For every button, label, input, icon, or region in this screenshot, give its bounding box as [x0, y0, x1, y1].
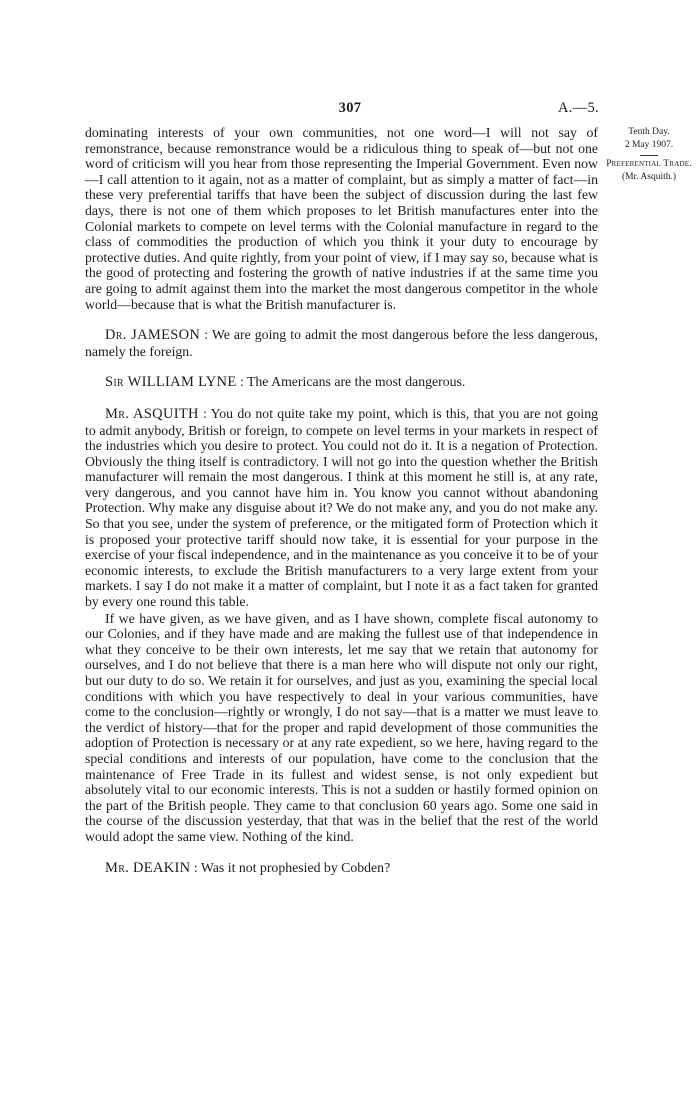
margin-note-topic: Preferential Trade.	[606, 159, 692, 169]
paragraph-text: dominating interests of your own communities, not one word—I will not say of remonstrance, because remonstrance would be a ridiculous thing to speak of—but not one word of criticism will you hear from those representing the Imperial Government. Even now—I call attention to it again, not as a matter of complaint, but as simply a matter of fact—in these very preferential tariffs that have been the subject of discussion during the last few days, there is not one of them which proposes to let British manufactures enter into the Colonial markets to compete on level terms with the Colonial manufacture in regard to the class of commodities the production of which you think it your duty to encourage by protective duties. And quite rightly, from your point of view, if I may say so, because what is the good of protecting and fostering the growth of native industries if at the same time you are going to admit against them into the market the most dangerous competitor in the whole world—because that is what the British manufacturer is.	[85, 125, 598, 312]
paragraph-text: : Was it not prophesied by Cobden?	[193, 859, 391, 875]
speaker-name: Sir WILLIAM LYNE	[105, 374, 237, 391]
paragraph-text: : We are going to admit the most dangerous before the less dangerous, namely the foreign.	[85, 327, 598, 359]
paragraph-jameson	[85, 327, 598, 359]
paragraph-text: : The Americans are the most dangerous.	[239, 374, 466, 390]
margin-note-date: 2 May 1907.	[624, 140, 674, 150]
speaker-name: Mr. DEAKIN	[105, 859, 191, 876]
paragraph-deakin	[85, 860, 598, 877]
document-reference: A.—5.	[558, 100, 599, 116]
paragraph-text: If we have given, as we have given, and as I have shown, complete fiscal autonomy to our Colonies, and if they have made and are making the fullest use of that independence in what they conceive to be their own interests, let me say that we retain that autonomy for ourselves, and I do not believe that there is a man here who will dispute not only our right, but our duty to do so. We retain it for ourselves, and just as you, examining the special local conditions with which you have respectively to deal in your various communities, have come to the conclusion—rightly or wrongly, I do not say—that is a matter we must leave to the verdict of history—that for the proper and rapid development of those communities the adoption of Protection is necessary or at any rate expedient, so we here, having regard to the special conditions and interests of our population, have come to the conclusion that the maintenance of Free Trade in its fullest and widest sense, is not only expedient but absolutely vital to our economic interests. This is not a sudden or hastily formed opinion on the part of the British people. They came to that conclusion 60 years ago. Some one said in the course of the discussion yesterday, that that was in the belief that the rest of the world would adopt the same view. Nothing of the kind.	[85, 610, 598, 844]
margin-note	[604, 126, 694, 184]
margin-note-divider	[640, 155, 658, 156]
paragraph-asquith-continued	[85, 611, 598, 845]
margin-note-speaker: (Mr. Asquith.)	[621, 172, 677, 182]
paragraph-lyne	[85, 374, 598, 391]
speaker-name: Mr. ASQUITH	[105, 405, 199, 422]
paragraph-text: : You do not quite take my point, which is this, that you are not going to admit anybody, British or foreign, to compete on level terms in your markets in respect of the industries which you desire to protect. You could not do it. It is a negation of Protection. Obviously the thing itself is contradictory. I will not go into the question whether the British manufacturer will remain the most dangerous. I think at this moment he still is, at any rate, very dangerous, and you cannot have him in. You know you cannot without abandoning Protection. Why make any disguise about it? We do not make any, and you do not make any. So that you see, under the system of preference, or the mitigated form of Protection which it is proposed your protective tariff should now take, it is essential for your purpose in the exercise of your fiscal independence, and in the maintenance as you conceive it to be of your economic interests, to exclude the British manufacturers to a very large extent from your markets. I say I do not make it a matter of complaint, but I note it as a fact taken for granted by every one round this table.	[85, 405, 598, 610]
paragraph-asquith	[85, 406, 598, 610]
body-text	[85, 125, 598, 876]
paragraph-continuation	[85, 125, 598, 312]
speaker-name: Dr. JAMESON	[105, 327, 201, 344]
page-number: 307	[338, 100, 362, 116]
margin-note-day: Tenth Day.	[628, 127, 670, 137]
